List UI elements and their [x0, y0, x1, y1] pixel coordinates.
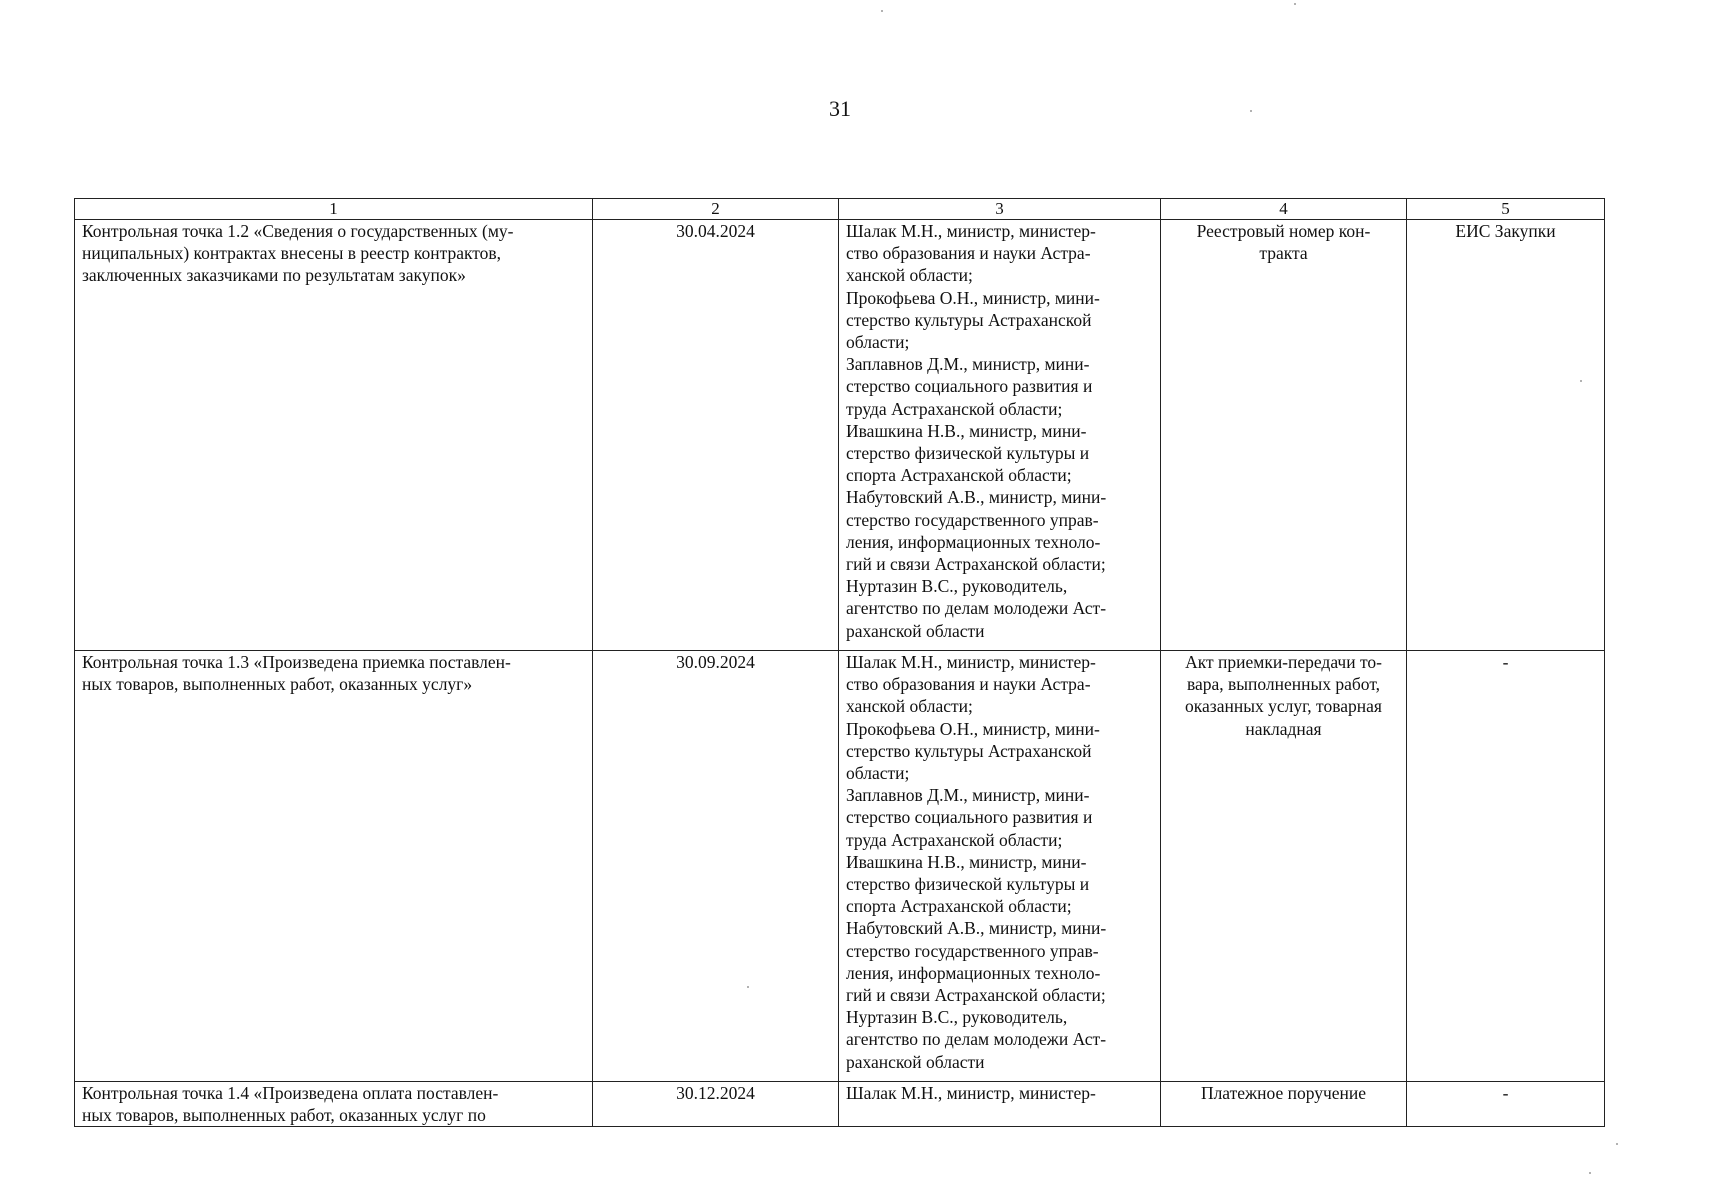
table-row [75, 1082, 1605, 1127]
document-cell: Реестровый номер кон- тракта [1161, 220, 1407, 651]
column-header-5: 5 [1407, 199, 1605, 220]
date-cell: 30.04.2024 [593, 220, 839, 651]
system-cell: - [1407, 1082, 1605, 1127]
date-cell: 30.09.2024 [593, 651, 839, 1082]
scan-speck [881, 10, 883, 12]
scan-speck [1250, 110, 1252, 112]
responsible-cell: Шалак М.Н., министр, министер- ство образования и науки Астра- ханской области; Прокофьева О.Н., министр, мини- стерство культуры Астраханской области; Заплавнов Д.М., министр, мини- стерство социального развития и труда Астраханской области; Ивашкина Н.В., министр, мини- стерство физической культуры и спорта Астраханской области; Набутовский А.В., министр, мини- стерство государственного управ- ления, информационных техноло- гий и связи Астраханской области; Нуртазин В.С., руководитель, агентство по делам молодежи Аст- раханской области [839, 220, 1161, 651]
control-point-cell: Контрольная точка 1.3 «Произведена приемка поставлен- ных товаров, выполненных работ, оказанных услуг» [75, 651, 593, 1082]
scan-speck [747, 986, 749, 988]
control-point-cell: Контрольная точка 1.4 «Произведена оплата поставлен- ных товаров, выполненных работ, оказанных услуг по [75, 1082, 593, 1127]
system-cell: - [1407, 651, 1605, 1082]
scan-speck [1589, 1172, 1591, 1174]
control-points-table [74, 198, 1605, 1127]
page-number: 31 [829, 96, 851, 121]
responsible-cell: Шалак М.Н., министр, министер- [839, 1082, 1161, 1127]
date-cell: 30.12.2024 [593, 1082, 839, 1127]
table-header-row [75, 199, 1605, 220]
column-header-1: 1 [75, 199, 593, 220]
table-row [75, 220, 1605, 651]
column-header-3: 3 [839, 199, 1161, 220]
document-cell: Платежное поручение [1161, 1082, 1407, 1127]
column-header-4: 4 [1161, 199, 1407, 220]
scan-speck [1294, 3, 1296, 5]
column-header-2: 2 [593, 199, 839, 220]
document-cell: Акт приемки-передачи то- вара, выполненных работ, оказанных услуг, товарная накладная [1161, 651, 1407, 1082]
scan-speck [1580, 380, 1582, 382]
control-point-cell: Контрольная точка 1.2 «Сведения о государственных (му- ниципальных) контрактах внесены в реестр контрактов, заключенных заказчиками по результатам закупок» [75, 220, 593, 651]
scan-speck [1616, 1143, 1618, 1145]
table-row [75, 651, 1605, 1082]
system-cell: ЕИС Закупки [1407, 220, 1605, 651]
responsible-cell: Шалак М.Н., министр, министер- ство образования и науки Астра- ханской области; Прокофьева О.Н., министр, мини- стерство культуры Астраханской области; Заплавнов Д.М., министр, мини- стерство социального развития и труда Астраханской области; Ивашкина Н.В., министр, мини- стерство физической культуры и спорта Астраханской области; Набутовский А.В., министр, мини- стерство государственного управ- ления, информационных техноло- гий и связи Астраханской области; Нуртазин В.С., руководитель, агентство по делам молодежи Аст- раханской области [839, 651, 1161, 1082]
